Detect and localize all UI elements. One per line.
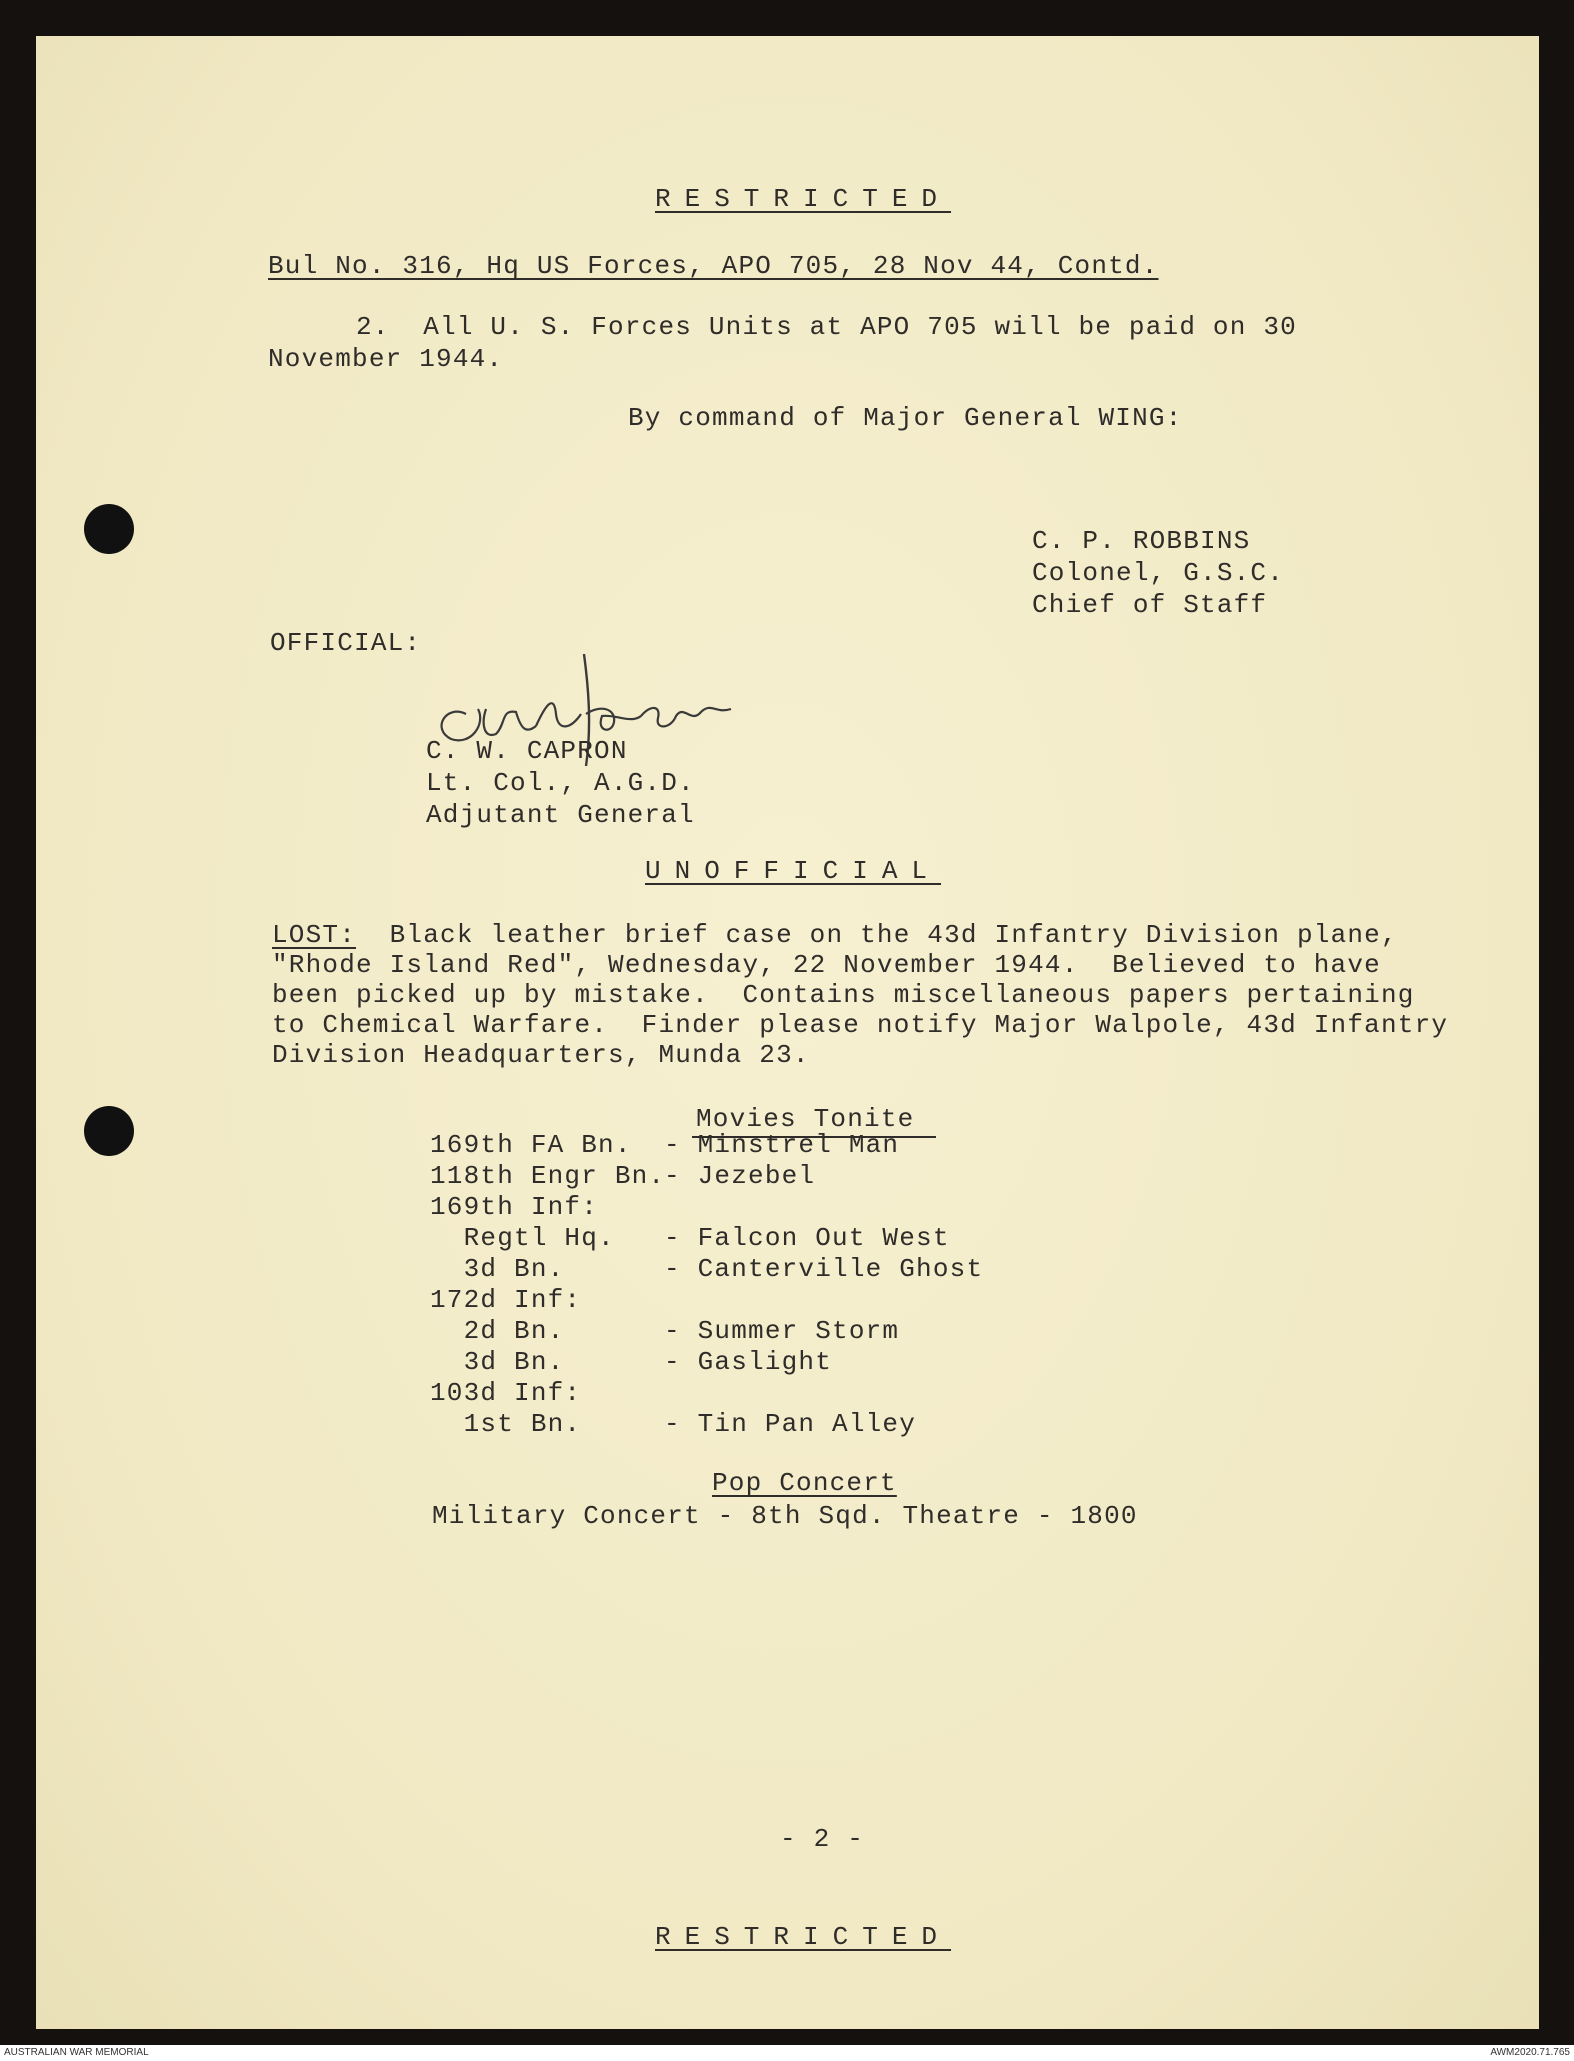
bulletin-reference: Bul No. 316, Hq US Forces, APO 705, 28 Nov 44, Contd. [268,251,1159,281]
unofficial-heading: UNOFFICIAL [645,856,942,886]
movie-row-unit: 1st Bn. [430,1409,582,1439]
movie-row-film: - Falcon Out West [664,1223,950,1253]
movie-row-film: - Jezebel [664,1161,816,1191]
classification-footer: RESTRICTED [655,1922,952,1952]
official-label: OFFICIAL: [270,628,422,658]
signatory-title: Chief of Staff [1032,590,1268,620]
archive-reference: AWM2020.71.765 [1490,2047,1570,2058]
concert-heading: Pop Concert [712,1468,897,1498]
lost-notice-line-5: Division Headquarters, Munda 23. [272,1040,810,1070]
movie-row-unit: 3d Bn. [430,1347,565,1377]
document-page [36,36,1539,2029]
movie-row-unit: Regtl Hq. [430,1223,615,1253]
paragraph-2-line-2: November 1944. [268,344,504,374]
movie-row-film: - Canterville Ghost [664,1254,984,1284]
movie-row-unit: 3d Bn. [430,1254,565,1284]
lost-notice-line-1 [272,920,1398,950]
command-line: By command of Major General WING: [628,403,1183,433]
movie-row-film: - Gaslight [664,1347,833,1377]
lost-notice-line-3: been picked up by mistake. Contains miscellaneous papers pertaining [272,980,1415,1010]
movie-row-unit: 2d Bn. [430,1316,565,1346]
lost-label: LOST: [272,920,357,950]
signatory-name: C. P. ROBBINS [1032,526,1251,556]
movie-row-film: - Minstrel Man [664,1130,900,1160]
movie-row-film: - Summer Storm [664,1316,900,1346]
official-name: C. W. CAPRON [426,736,628,766]
movie-row-unit: 169th FA Bn. [430,1130,632,1160]
movie-row-unit: 169th Inf: [430,1192,599,1222]
archive-footer [0,2045,1574,2061]
paragraph-2-line-1: 2. All U. S. Forces Units at APO 705 will be paid on 30 [356,312,1297,342]
signatory-rank: Colonel, G.S.C. [1032,558,1285,588]
punch-hole-bottom [84,1106,134,1156]
movies-heading: Movies Tonite [696,1104,915,1134]
lost-notice-line-2: "Rhode Island Red", Wednesday, 22 November 1944. Believed to have [272,950,1381,980]
lost-text-1: Black leather brief case on the 43d Infantry Division plane, [356,920,1398,950]
official-title: Adjutant General [426,800,695,830]
movie-row-unit: 118th Engr Bn. [430,1161,666,1191]
classification-header: RESTRICTED [655,184,952,214]
lost-notice-line-4: to Chemical Warfare. Finder please notify Major Walpole, 43d Infantry [272,1010,1449,1040]
official-rank: Lt. Col., A.G.D. [426,768,695,798]
movie-row-unit: 172d Inf: [430,1285,582,1315]
movie-row-unit: 103d Inf: [430,1378,582,1408]
page-number: - 2 - [780,1824,865,1854]
movie-row-film: - Tin Pan Alley [664,1409,917,1439]
punch-hole-top [84,504,134,554]
concert-line: Military Concert - 8th Sqd. Theatre - 1800 [432,1501,1138,1531]
archive-institution: AUSTRALIAN WAR MEMORIAL [4,2047,149,2058]
